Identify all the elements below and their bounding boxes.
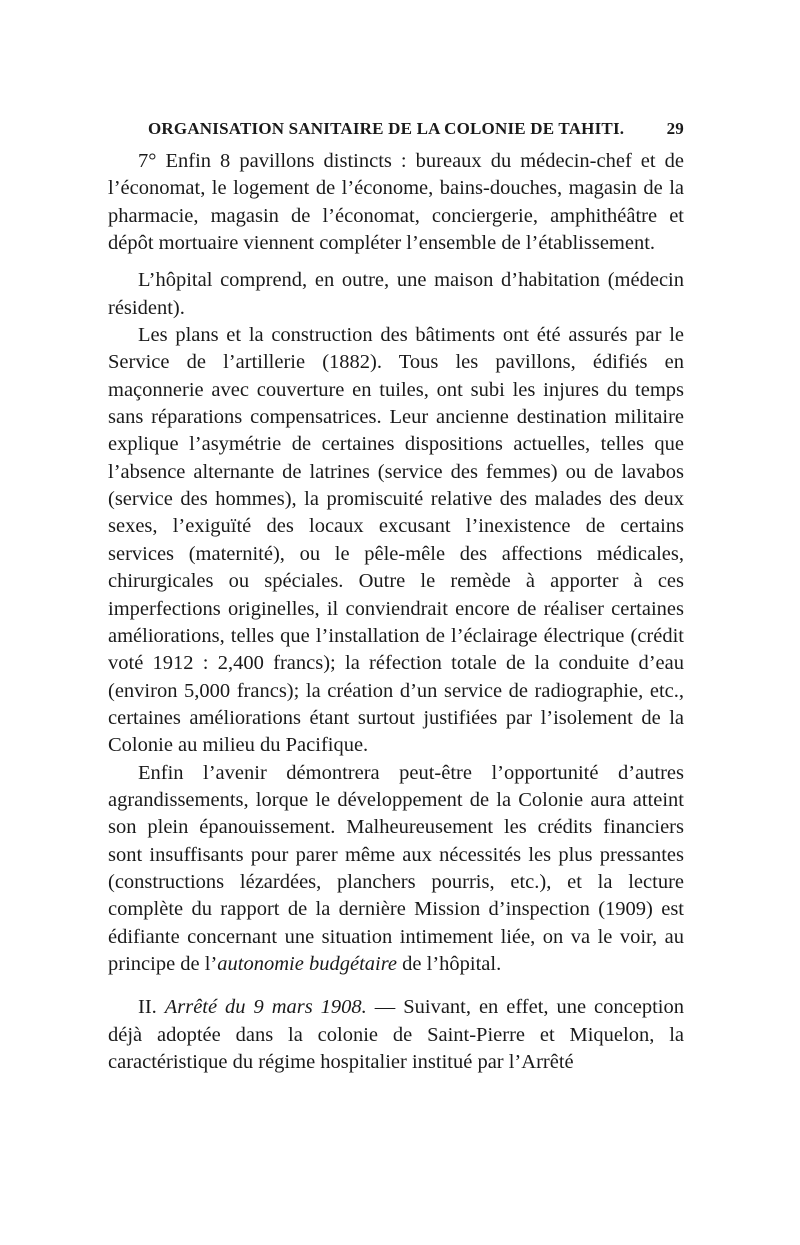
book-page	[108, 112, 684, 1076]
paragraph-avenir-text: Enfin l’avenir démontrera peut-être l’opportunité d’autres agrandissements, lorque le développement de la Colonie aura atteint son plein épanouissement. Malheureusement les crédits financiers sont insuffisants pour parer même aux nécessités les plus pressantes (constructions lézardées, planchers pourris, etc.), et la lecture complète du rapport de la dernière Mission d’inspection (1909) est édifiante concernant une situation intimement liée, on va le voir, au principe de l’	[108, 761, 684, 975]
page-number: 29	[666, 119, 684, 138]
body-text	[108, 148, 684, 1076]
paragraph-avenir-end: de l’hôpital.	[397, 952, 502, 975]
running-head	[108, 112, 684, 146]
paragraph-arrete-text: — Suivant, en effet, une conception déjà adoptée dans la colonie de Saint-Pierre et Miquelon, la caractéristique du régime hospitalier institué par l’Arrêté	[108, 996, 684, 1073]
paragraph-avenir	[108, 760, 684, 979]
paragraph-pavillons: 7° Enfin 8 pavillons distincts : bureaux du médecin-chef et de l’économat, le logement de l’économe, bains-douches, magasin de la pharmacie, magasin de l’économat, conciergerie, amphithéâtre et dépôt mortuaire viennent compléter l’ensemble de l’établissement.	[108, 150, 684, 255]
paragraph-plans-construction: Les plans et la construction des bâtiments ont été assurés par le Service de l’artillerie (1882). Tous les pavillons, édifiés en maçonnerie avec couverture en tuiles, ont subi les injures du temps sans réparations compensatrices. Leur ancienne destination militaire explique l’asymétrie de certaines dispositions actuelles, telles que l’absence alternante de latrines (service des femmes) ou de lavabos (service des hommes), la promiscuité relative des malades des deux sexes, l’exiguïté des locaux excusant l’inexistence de certains services (maternité), ou le pêle-mêle des affections médicales, chirurgicales ou spéciales. Outre le remède à apporter à ces imperfections originelles, il conviendrait encore de réaliser certaines améliorations, telles que l’installation de l’éclairage électrique (crédit voté 1912 : 2,400 francs); la réfection totale de la conduite d’eau (environ 5,000 francs); la création d’un service de radiographie, etc., certaines améliorations étant surtout justifiées par l’isolement de la Colonie au milieu du Pacifique.	[108, 324, 684, 757]
running-title: ORGANISATION SANITAIRE DE LA COLONIE DE TAHITI.	[148, 119, 625, 138]
section-number: II.	[138, 996, 165, 1019]
paragraph-maison-habitation: L’hôpital comprend, en outre, une maison d’habitation (médecin résident).	[108, 269, 684, 319]
arrete-title-italic: Arrêté du 9 mars 1908.	[164, 996, 367, 1019]
autonomie-budgetaire-italic: autonomie budgétaire	[217, 952, 398, 975]
paragraph-arrete	[108, 994, 684, 1076]
